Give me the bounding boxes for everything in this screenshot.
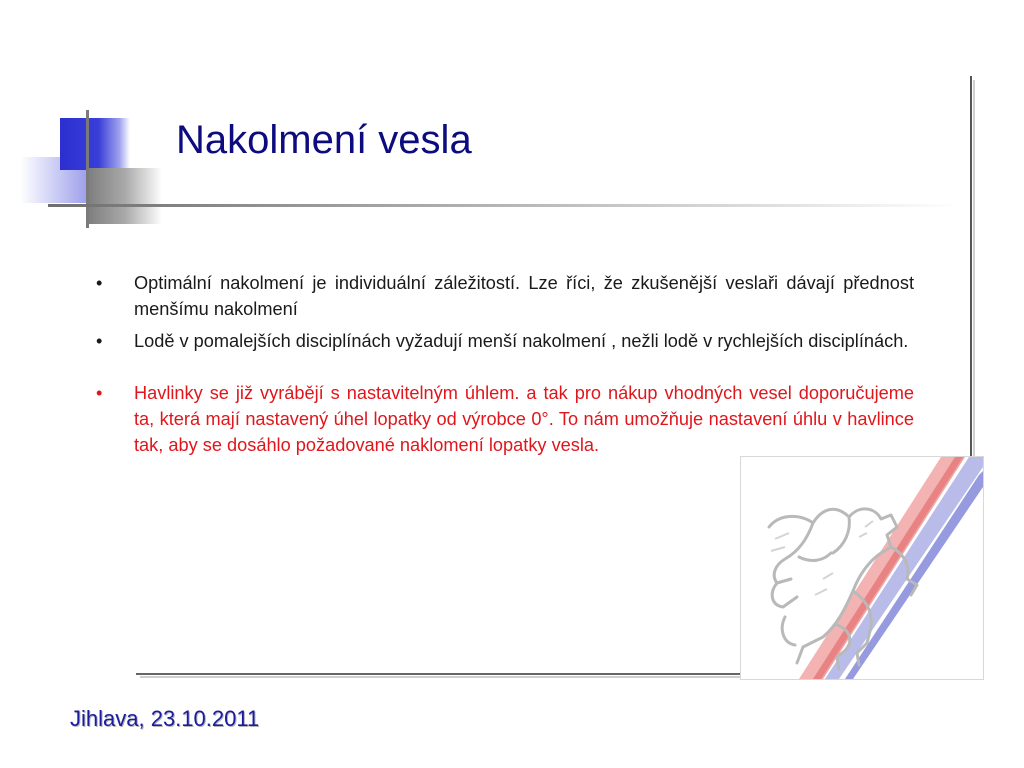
lion-emblem-icon (741, 457, 983, 679)
title-underline (48, 204, 960, 207)
bullet-list (96, 270, 914, 464)
bullet-text: Lodě v pomalejších disciplínách vyžadují menší nakolmení , nežli lodě v rychlejších disciplínách. (134, 331, 909, 351)
bullet-item-highlight (96, 380, 914, 458)
bullet-item (96, 328, 914, 354)
bullet-marker: • (96, 331, 103, 351)
footer-date: Jihlava, 23.10.2011 (70, 706, 260, 731)
bullet-text: Havlinky se již vyrábějí s nastavitelným úhlem. a tak pro nákup vhodných vesel doporučujeme ta, která mají nastavený úhel lopatky od výrobce 0°. To nám umožňuje nastavení úhlu v havlince tak, aby se dosáhlo požadované naklomení lopatky vesla. (134, 383, 914, 455)
decor-vertical-line (86, 110, 89, 228)
bullet-marker: • (96, 383, 103, 403)
bullet-text: Optimální nakolmení je individuální záležitostí. Lze říci, že zkušenější veslaři dávají přednost menšímu nakolmení (134, 273, 914, 319)
lion-emblem-image (740, 456, 984, 680)
slide-title: Nakolmení vesla (176, 118, 472, 162)
bullet-item (96, 270, 914, 322)
decor-square-grey (88, 168, 162, 224)
bullet-marker: • (96, 273, 103, 293)
decor-square-blue (60, 118, 130, 170)
